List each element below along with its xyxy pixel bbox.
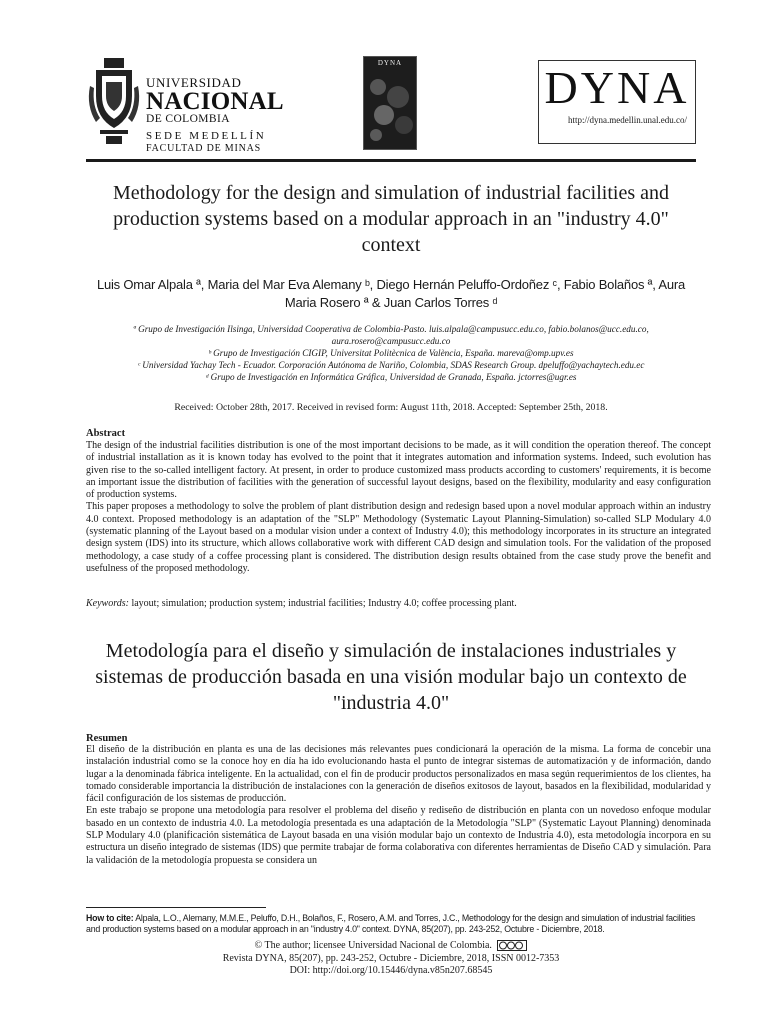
received-dates: Received: October 28th, 2017. Received in revised form: August 11th, 2018. Accepted: September 25th, 2018. xyxy=(174,402,608,413)
resumen-body xyxy=(86,744,711,867)
keywords xyxy=(86,598,711,609)
keywords-label: Keywords: xyxy=(86,598,129,609)
how-to-cite xyxy=(86,913,711,935)
footnote-divider xyxy=(86,907,266,908)
revista-line: Revista DYNA, 85(207), pp. 243-252, Octubre - Diciembre, 2018, ISSN 0012-7353 xyxy=(222,952,560,964)
paper-title-spanish: Metodología para el diseño y simulación de instalaciones industriales y sistemas de producción basada en una visión modular bajo un contexto de "industria 4.0" xyxy=(95,640,687,714)
cite-label: How to cite: xyxy=(86,913,134,923)
abstract-paragraph-1: The design of the industrial facilities distribution is one of the most important decisions to be made, as it will condition the operation thereof. The concept of industrial installation as it is known today has evolved to the point that it integrates automation and information systems. Indeed, such evolution has given rise to the so-called intelligent factory. At present, in order to produce customized mass products according to customers' requirements, it is become an important issue the distribution of facilities with the generation of successful layout designs, based on the flexibility, modularity and easy configuration of production systems. xyxy=(86,440,711,501)
university-name xyxy=(146,76,284,154)
license-block xyxy=(86,940,696,978)
affiliation-c: ᶜ Universidad Yachay Tech - Ecuador. Corporación Autónoma de Nariño, Colombia, SDAS Research Group. dpeluffo@yachaytech.edu.ec xyxy=(137,360,645,370)
doi-line[interactable]: DOI: http://doi.org/10.15446/dyna.v85n207.68545 xyxy=(289,965,493,976)
header-divider xyxy=(86,159,696,162)
affiliations xyxy=(86,323,696,383)
abstract-paragraph-2: This paper proposes a methodology to solve the problem of plant distribution design and redesign based upon a novel modular approach within an industry 4.0 context. Proposed methodology is an adaptation of the "SLP" Methodology (Systematic Layout Planning-Simulation) so-called SLP Modulary 4.0 (systematic planning of the Layout based on a modular vision under a context of Industry 4.0); this methodology incorporates in its structure an integrated design system (IDS) into its structure, which allows collaborative work with different CAD design and simulation tools. For the validation of the proposed methodology, a case study of a coffee processing plant is considered. The distribution design results obtained from the case study prove the benefit and usefulness of the proposed methodology. xyxy=(86,501,711,574)
abstract-heading: Abstract xyxy=(86,428,126,439)
license-line xyxy=(86,940,696,953)
abstract-body xyxy=(86,440,711,575)
license-text: © The author; licensee Universidad Nacional de Colombia. xyxy=(254,940,492,951)
university-line-4: SEDE MEDELLÍN xyxy=(146,129,267,142)
cover-image-icon xyxy=(364,67,416,147)
journal-cover-thumbnail xyxy=(363,56,417,150)
affiliation-d: ᵈ Grupo de Investigación en Informática Gráfica, Universidad de Granada, España. jctorres@ugr.es xyxy=(205,372,577,382)
cover-label: DYNA xyxy=(377,59,403,67)
affiliation-b: ᵇ Grupo de Investigación CIGIP, Universitat Politècnica de València, España. mareva@omp.upv.es xyxy=(208,348,574,358)
university-line-5: FACULTAD DE MINAS xyxy=(146,142,262,154)
journal-logo: DYNA xyxy=(544,62,690,113)
cite-text: Alpala, L.O., Alemany, M.M.E., Peluffo, D.H., Bolaños, F., Rosero, A.M. and Torres, J.C., Methodology for the design and simulation of industrial facilities and production systems based on a modular approach in an "industry 4.0" context. DYNA, 85(207), pp. 243-252, Octubre - Diciembre, 2018. xyxy=(86,913,696,934)
resumen-paragraph-2: En este trabajo se propone una metodología para resolver el problema del diseño y rediseño de distribución en planta con un novedoso enfoque modular basado en un contexto de industria 4.0. La metodología presentada es una adaptación de la Metodología "SLP" (Systematic Layout Planning) denominada SLP Modulary 4.0 (planificación sistemática de Layout basada en una visión modular bajo un contexto de Industria 4.0), esta metodología incorpora en su estructura un diseño integrado de sistemas (IDS) que permite trabajar de forma colaborativa con diferentes herramientas de Diseño CAD y simulación. Para la validación de la metodología propuesta se considera un xyxy=(86,805,711,866)
author-list: Luis Omar Alpala ª, Maria del Mar Eva Alemany ᵇ, Diego Hernán Peluffo-Ordoñez ᶜ, Fabio Bolaños ª, Aura Maria Rosero ª & Juan Carlos Torres ᵈ xyxy=(96,277,686,310)
university-line-1: UNIVERSIDAD xyxy=(146,75,242,90)
keywords-list: layout; simulation; production system; industrial facilities; Industry 4.0; coffee processing plant. xyxy=(131,598,517,609)
journal-url[interactable]: http://dyna.medellin.unal.edu.co/ xyxy=(568,115,687,125)
university-line-3: DE COLOMBIA xyxy=(146,113,230,125)
journal-header xyxy=(86,56,696,156)
creative-commons-icon[interactable] xyxy=(497,940,527,951)
affiliation-a: ª Grupo de Investigación Ilsinga, Universidad Cooperativa de Colombia-Pasto. luis.alpala@campusucc.edu.co, fabio.bolanos@ucc.edu.co, aura.rosero@campusucc.edu.co xyxy=(133,324,649,346)
resumen-paragraph-1: El diseño de la distribución en planta es una de las decisiones más relevantes pues condicionará la operación de la misma. La forma de concebir una instalación industrial como se la conoce hoy en día ha ido evolucionando hasta el punto de integrar sistemas de automatización y de información, dando lugar a la denominada fábrica inteligente. En la actualidad, con el fin de producir productos personalizados en masa según requerimientos de los clientes, ha tomado considerable importancia la distribución de instalaciones con la generación de diseños exitosos de layout, basados en la flexibilidad, modularidad y fácil configuración de los sistemas de producción. xyxy=(86,744,711,805)
journal-logo-box xyxy=(538,60,696,144)
resumen-heading: Resumen xyxy=(86,733,128,744)
university-line-2: NACIONAL xyxy=(146,88,284,115)
university-crest-icon xyxy=(86,56,142,148)
paper-title: Methodology for the design and simulation of industrial facilities and production systems based on a modular approach in an "industry 4.0" context xyxy=(112,182,669,256)
